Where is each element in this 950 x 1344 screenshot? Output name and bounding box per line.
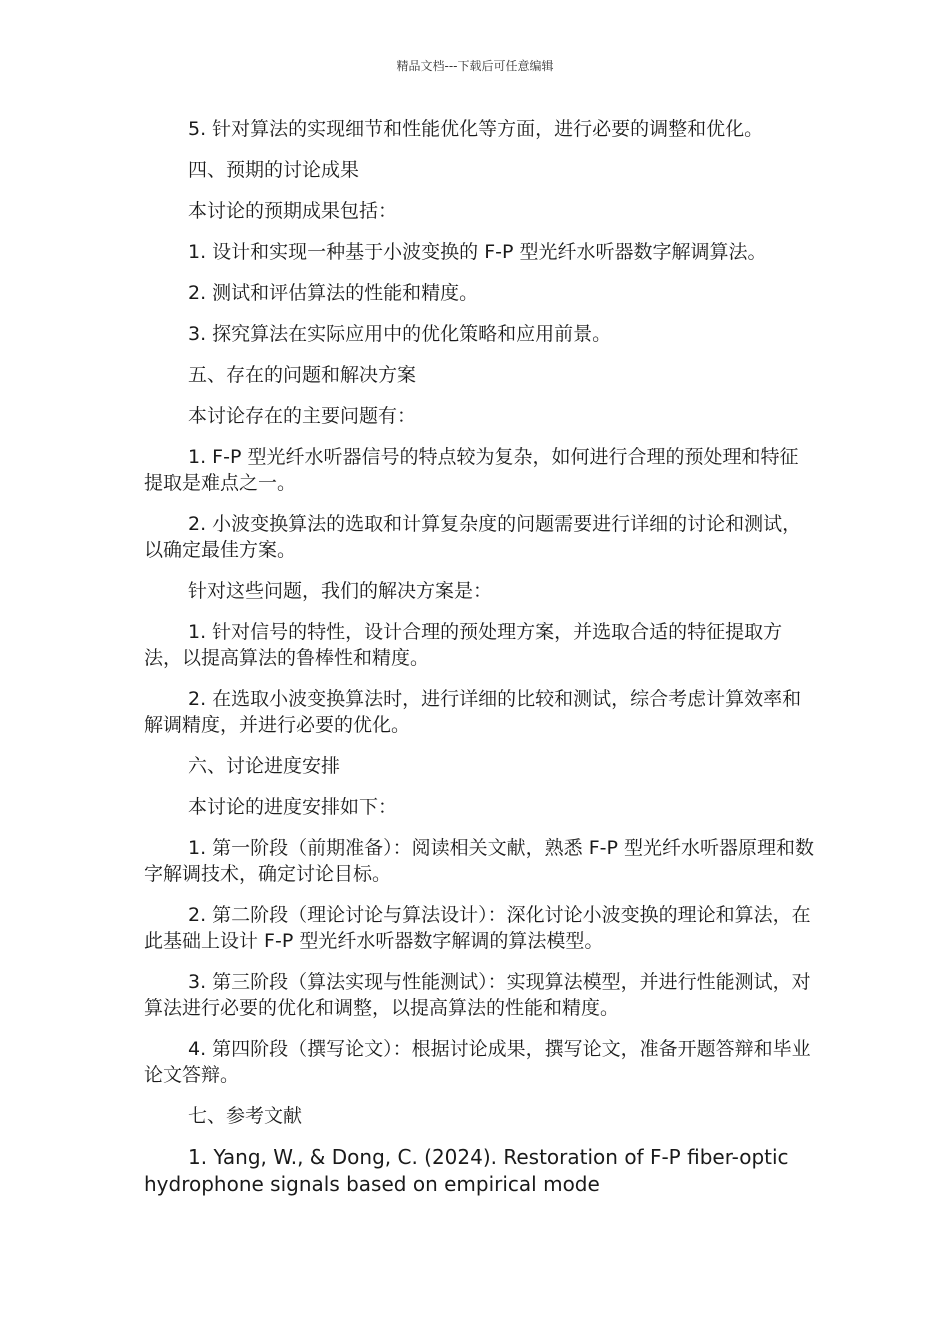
paragraph: 本讨论的进度安排如下： <box>188 796 398 818</box>
list-item: 2. 测试和评估算法的性能和精度。 <box>188 282 479 304</box>
list-item: 1. 针对信号的特性，设计合理的预处理方案，并选取合适的特征提取方法，以提高算法的鲁棒性和精度。 <box>144 621 783 669</box>
list-item: 3. 第三阶段（算法实现与性能测试）：实现算法模型，并进行性能测试，对算法进行必要的优化和调整，以提高算法的性能和精度。 <box>144 971 811 1019</box>
paragraph: 5. 针对算法的实现细节和性能优化等方面，进行必要的调整和优化。 <box>188 118 764 140</box>
list-item: 1. 第一阶段（前期准备）：阅读相关文献，熟悉 F-P 型光纤水听器原理和数字解调技术，确定讨论目标。 <box>144 837 814 885</box>
page-header: 精品文档---下载后可任意编辑 <box>396 59 554 73</box>
paragraph: 本讨论的预期成果包括： <box>188 200 398 222</box>
section-heading: 七、参考文献 <box>188 1105 303 1127</box>
section-heading: 五、存在的问题和解决方案 <box>188 364 417 386</box>
section-heading: 四、预期的讨论成果 <box>188 159 360 181</box>
list-item: 2. 小波变换算法的选取和计算复杂度的问题需要进行详细的讨论和测试，以确定最佳方案。 <box>144 513 802 561</box>
list-item: 1. 设计和实现一种基于小波变换的 F-P 型光纤水听器数字解调算法。 <box>188 241 767 263</box>
list-item: 1. F-P 型光纤水听器信号的特点较为复杂，如何进行合理的预处理和特征提取是难点之一。 <box>144 446 799 494</box>
list-item: 3. 探究算法在实际应用中的优化策略和应用前景。 <box>188 323 612 345</box>
list-item: 2. 在选取小波变换算法时，进行详细的比较和测试，综合考虑计算效率和解调精度，并进行必要的优化。 <box>144 688 802 736</box>
paragraph: 本讨论存在的主要问题有： <box>188 405 417 427</box>
list-item: 2. 第二阶段（理论讨论与算法设计）：深化讨论小波变换的理论和算法，在此基础上设计 F-P 型光纤水听器数字解调的算法模型。 <box>144 904 811 952</box>
paragraph: 针对这些问题，我们的解决方案是： <box>188 580 493 602</box>
document-body <box>144 116 814 1213</box>
reference-entry: 1. Yang, W., & Dong, C. (2024). Restoration of F-P fiber-optic hydrophone signals based on empirical mode <box>144 1145 789 1196</box>
section-heading: 六、讨论进度安排 <box>188 755 341 777</box>
list-item: 4. 第四阶段（撰写论文）：根据讨论成果，撰写论文，准备开题答辩和毕业论文答辩。 <box>144 1038 811 1086</box>
